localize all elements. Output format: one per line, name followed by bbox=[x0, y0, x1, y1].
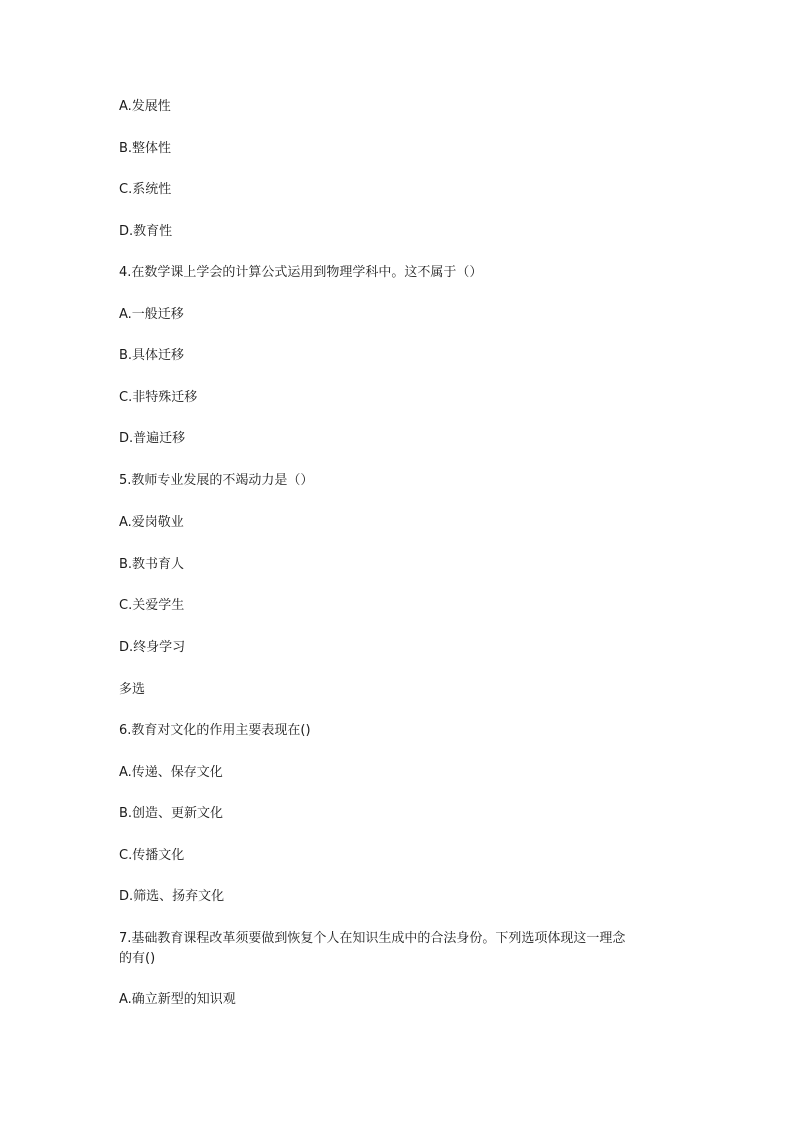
option-6a: A.传递、保存文化 bbox=[119, 765, 223, 780]
question-7-line-2: 的有() bbox=[119, 951, 156, 966]
option-5a: A.爱岗敬业 bbox=[119, 515, 184, 530]
option-4c: C.非特殊迁移 bbox=[119, 390, 198, 405]
question-4: 4.在数学课上学会的计算公式运用到物理学科中。这不属于（） bbox=[119, 265, 483, 280]
option-6d: D.筛选、扬弃文化 bbox=[119, 889, 225, 904]
option-5b: B.教书育人 bbox=[119, 557, 185, 572]
question-6: 6.教育对文化的作用主要表现在() bbox=[119, 723, 311, 738]
question-5: 5.教师专业发展的不竭动力是（） bbox=[119, 473, 314, 488]
section-heading-multi-select: 多选 bbox=[119, 682, 146, 697]
question-7-line-1: 7.基础教育课程改革须要做到恢复个人在知识生成中的合法身份。下列选项体现这一理念 bbox=[119, 931, 626, 946]
option-4b: B.具体迁移 bbox=[119, 348, 185, 363]
option-3b: B.整体性 bbox=[119, 141, 172, 156]
option-7a: A.确立新型的知识观 bbox=[119, 992, 236, 1007]
option-3c: C.系统性 bbox=[119, 182, 172, 197]
option-5c: C.关爱学生 bbox=[119, 598, 185, 613]
option-6b: B.创造、更新文化 bbox=[119, 806, 224, 821]
option-3a: A.发展性 bbox=[119, 99, 171, 114]
option-5d: D.终身学习 bbox=[119, 640, 186, 655]
option-3d: D.教育性 bbox=[119, 224, 173, 239]
option-4d: D.普遍迁移 bbox=[119, 431, 186, 446]
option-4a: A.一般迁移 bbox=[119, 307, 184, 322]
option-6c: C.传播文化 bbox=[119, 848, 185, 863]
